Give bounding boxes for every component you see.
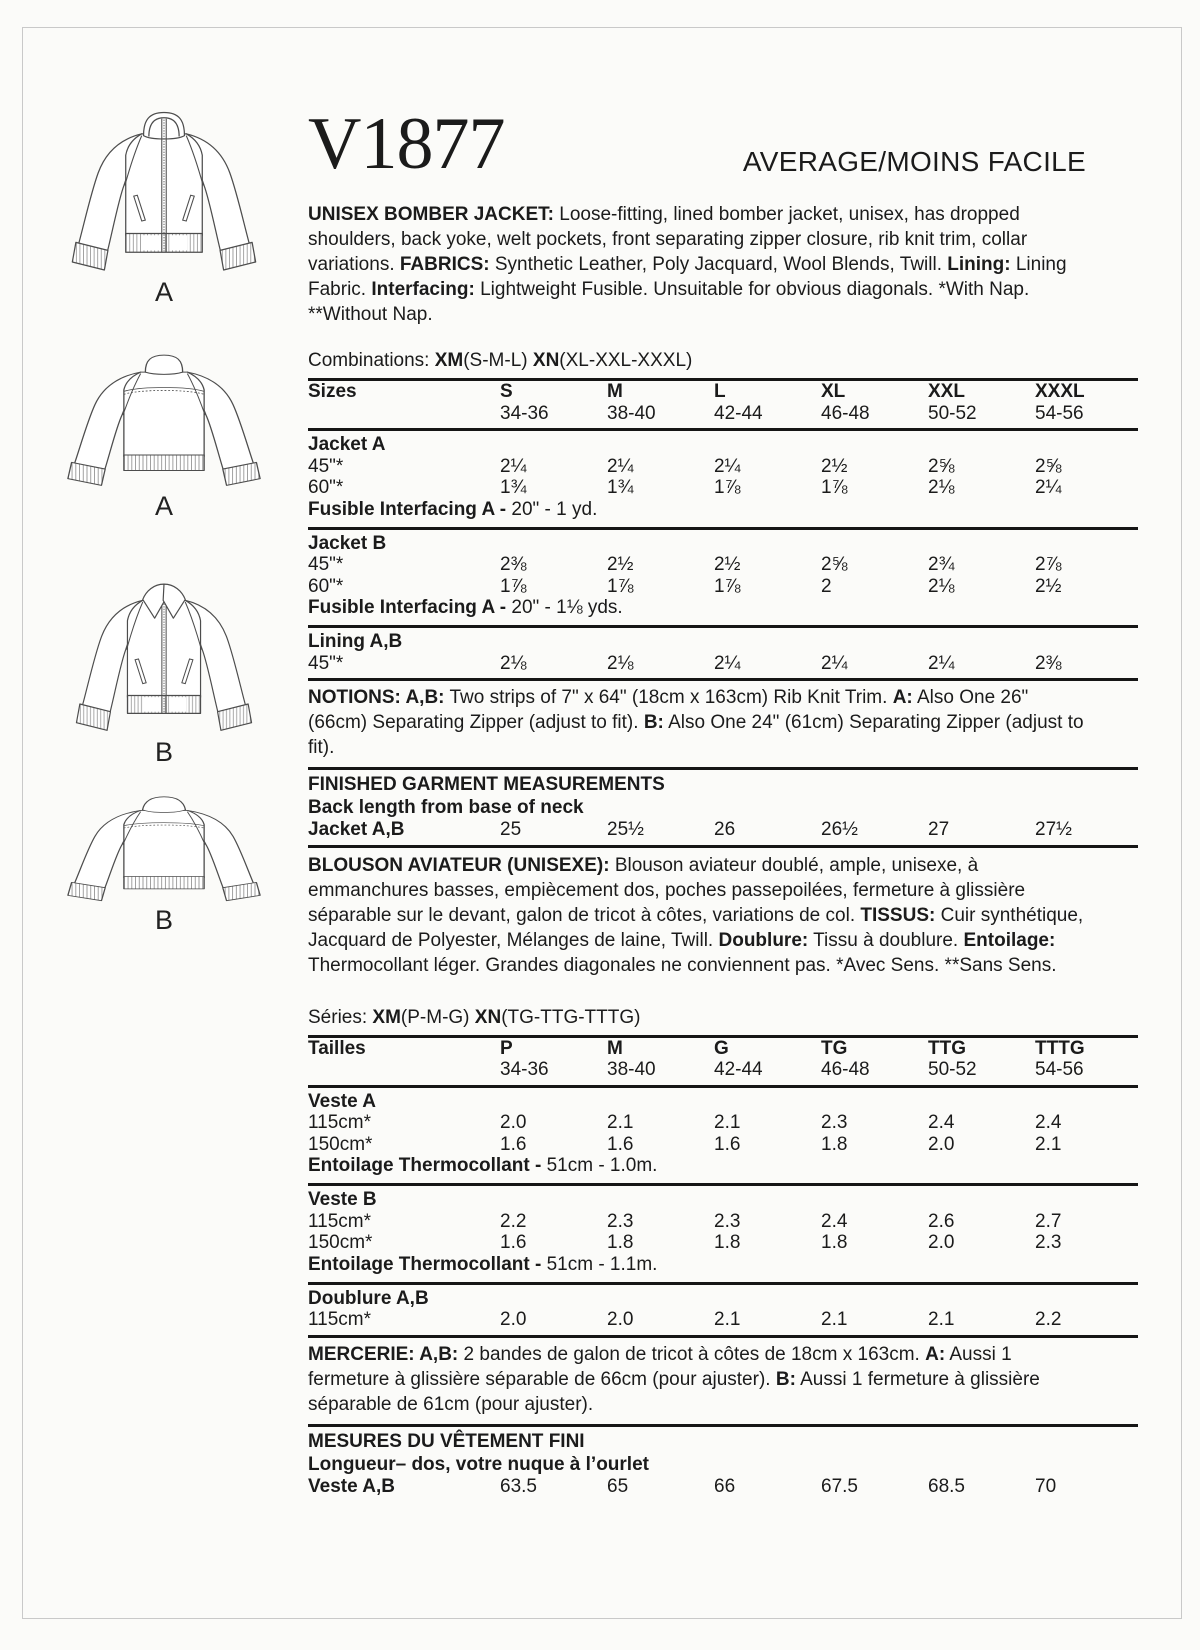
column-header: M [607,381,623,402]
value-cell: 27 [928,819,950,840]
text-segment: Also One 24" (61cm) Separating Zipper (adjust to fit). [308,712,1084,758]
text-segment: 51cm - 1.1m. [546,1253,658,1275]
value-cell: 1.8 [607,1232,634,1253]
text-segment: Two strips of 7" x 64" (18cm x 163cm) Rib Knit Trim. [444,687,893,708]
text-segment: (P-M-G) [400,1006,475,1028]
value-cell: 2.6 [928,1210,955,1232]
table-header-row [308,1038,1138,1060]
text-segment: Tissu à doublure. [808,929,964,951]
section-label: Veste B [308,1189,377,1210]
table-note [308,597,1138,621]
value-cell: 1⅞ [607,575,634,597]
bold-text-segment: Fusible Interfacing A - [308,498,512,520]
table-section-row [308,434,1138,456]
row-label: 45"* [308,455,344,477]
value-cell: 1⅞ [714,477,741,498]
text-segment: Cuir synthétique, Jacquard de Polyester, Mélanges de laine, Twill. [308,904,1084,951]
row-label [308,403,500,425]
text-segment: Combinations: [308,350,435,371]
difficulty-rating: AVERAGE/MOINS FACILE [742,146,1086,177]
table-rule [308,625,1138,628]
value-cell: 2.1 [821,1309,848,1330]
table-paragraph [308,1341,1086,1420]
table-rule [308,678,1138,681]
table-heading: MESURES DU VÊTEMENT FINI [308,1430,585,1452]
table-rule [308,767,1138,770]
table-values-row [308,1232,1138,1254]
value-cell: 2¾ [928,554,955,575]
row-label: 150cm* [308,1133,373,1155]
jacket-b-back-illustration [52,788,276,906]
value-cell: 2.3 [821,1112,848,1133]
row-label: 45"* [308,652,344,674]
table-values-row [308,554,1138,576]
french-yardage-table [308,1038,1138,1498]
series-line [308,1006,1138,1038]
value-cell: 2⅝ [821,554,848,575]
row-label: 45"* [308,554,344,575]
table-header-row [308,381,1138,403]
table-values-row [308,576,1138,598]
value-cell: 2½ [607,554,634,575]
value-cell: 1.6 [500,1232,527,1253]
column-header: 54-56 [1035,1059,1084,1080]
table-rule [308,845,1138,848]
value-cell: 1.6 [714,1133,741,1155]
value-cell: 27½ [1035,819,1072,840]
value-cell: 25 [500,819,522,840]
value-cell: 1⅞ [821,477,848,498]
row-label: 115cm* [308,1309,372,1330]
bold-text-segment: A: [892,687,913,708]
table-values-row [308,1134,1138,1156]
text-segment: Loose-fitting, lined bomber jacket, unisex, has dropped shoulders, back yoke, welt pockets, front separating zipper closure, rib knit trim, collar variations. [308,204,1028,275]
bold-text-segment: Lining: [947,254,1011,275]
bold-text-segment: Interfacing: [371,279,475,300]
bold-text-segment: BLOUSON AVIATEUR (UNISEXE): [308,854,610,876]
jacket-a-front-figure [30,100,298,306]
value-cell: 2.1 [714,1309,741,1330]
row-label: Jacket A,B [308,819,405,840]
value-cell: 2¼ [500,455,527,477]
jacket-b-front-illustration [52,568,276,738]
section-label: Lining A,B [308,631,403,652]
table-rule [308,527,1138,530]
table-note [308,499,1138,523]
value-cell: 2⅜ [500,554,527,575]
section-label: Jacket B [308,532,387,554]
bold-text-segment: MERCERIE: A,B: [308,1343,459,1365]
bold-text-segment: NOTIONS: A,B: [308,687,445,708]
value-cell: 2.7 [1035,1210,1062,1232]
jacket-b-back-label: B [154,905,173,935]
section-label: Jacket A [308,434,386,455]
value-cell: 26 [714,819,736,840]
column-header: 54-56 [1035,402,1084,424]
bold-text-segment: B: [643,712,664,733]
jacket-a-front-illustration [52,100,276,278]
jacket-a-back-illustration [52,344,276,492]
value-cell: 1¾ [607,477,634,498]
column-header: TTTG [1035,1037,1085,1059]
column-header: XXL [928,381,965,402]
text-segment: Also One 26" (66cm) Separating Zipper (adjust to fit). [308,687,1029,733]
table-note [308,1254,1138,1278]
column-header: 38-40 [607,402,656,424]
jacket-b-back-figure [30,788,298,934]
section-label: Veste A [308,1090,376,1112]
column-header: TTG [928,1037,966,1059]
table-rule [308,1282,1138,1285]
row-label [308,1059,500,1081]
table-note [308,1155,1138,1179]
bold-text-segment: XM [434,350,464,371]
table-rule [308,428,1138,431]
table-rule [308,1335,1138,1338]
value-cell: 2.2 [500,1210,527,1232]
table-values-row [308,456,1138,478]
title-bar [308,104,1138,190]
value-cell: 2.4 [928,1112,955,1133]
value-cell: 2.0 [928,1232,955,1253]
value-cell: 2.0 [928,1133,955,1155]
text-segment: Thermocollant léger. Grandes diagonales ne conviennent pas. *Avec Sens. **Sans Sens. [308,954,1057,976]
jacket-b-front-label: B [154,737,173,767]
value-cell: 2¼ [607,455,634,477]
table-values-row [308,1476,1138,1498]
text-segment: 20" - 1 yd. [511,498,598,520]
text-segment: Blouson aviateur doublé, ample, unisexe, à emmanchures basses, empiècement dos, poches passepoilées, fermeture à glissière séparable sur le devant, galon de tricot à côtes, variations de col. [308,854,1026,926]
column-header: G [714,1037,729,1059]
text-segment: Lightweight Fusible. Unsuitable for obvious diagonals. *With Nap. **Without Nap. [308,279,1030,325]
column-header: TG [821,1037,848,1059]
column-header: 50-52 [928,402,977,424]
value-cell: 2⅜ [1035,652,1062,674]
english-description [308,202,1086,327]
text-segment: Lining Fabric. [308,254,1067,300]
table-rule [308,1183,1138,1186]
value-cell: 1.6 [607,1133,634,1155]
pattern-number: V1877 [308,103,505,185]
table-rule [308,1424,1138,1427]
value-cell: 2 [821,575,832,597]
row-label: Sizes [308,381,357,402]
text-segment: (TG-TTG-TTTG) [501,1006,641,1028]
value-cell: 2⅛ [928,575,955,597]
table-subheader-row [308,403,1138,425]
value-cell: 2⅛ [928,477,955,498]
text-segment: Aussi 1 fermeture à glissière séparable de 66cm (pour ajuster). [308,1343,1012,1390]
main-column [308,0,1138,1497]
value-cell: 2¼ [928,652,955,674]
value-cell: 2.1 [928,1309,955,1330]
value-cell: 2⅞ [1035,554,1062,575]
bold-text-segment: UNISEX BOMBER JACKET: [308,204,554,225]
row-label: Veste A,B [308,1475,395,1497]
column-header: 34-36 [500,402,549,424]
value-cell: 2.0 [500,1309,527,1330]
table-heading: Back length from base of neck [308,797,584,818]
value-cell: 63.5 [500,1475,537,1497]
section-label: Doublure A,B [308,1287,429,1309]
text-segment: (S-M-L) [463,350,533,371]
table-values-row [308,653,1138,675]
bold-text-segment: Fusible Interfacing A - [308,597,512,618]
table-heading: Longueur– dos, votre nuque à l’ourlet [308,1453,649,1475]
table-subheader-row [308,1059,1138,1081]
column-header: 46-48 [821,402,870,424]
column-header: 42-44 [714,402,763,424]
bold-text-segment: Entoilage: [963,929,1056,951]
jacket-b-front-figure [30,568,298,766]
column-header: 50-52 [928,1059,977,1080]
row-label: 150cm* [308,1232,373,1253]
value-cell: 1⅞ [714,575,741,597]
bold-text-segment: A: [925,1343,946,1365]
column-header: 38-40 [607,1059,656,1080]
table-values-row [308,1211,1138,1233]
text-segment: (XL-XXL-XXXL) [559,350,693,371]
value-cell: 1.8 [714,1232,741,1253]
jacket-a-back-figure [30,344,298,520]
row-label: 115cm* [308,1210,372,1232]
value-cell: 2½ [821,455,848,477]
text-segment: Aussi 1 fermeture à glissière séparable de 61cm (pour ajuster). [308,1368,1040,1415]
value-cell: 2¼ [714,652,741,674]
value-cell: 1¾ [500,477,527,498]
column-header: XXXL [1035,381,1085,402]
value-cell: 70 [1035,1475,1057,1497]
value-cell: 2.4 [1035,1112,1062,1133]
value-cell: 2.2 [1035,1309,1062,1330]
table-rule [308,1085,1138,1088]
table-section-row [308,631,1138,653]
table-values-row [308,477,1138,499]
table-values-row [308,1309,1138,1331]
value-cell: 2.3 [1035,1232,1062,1253]
table-values-row [308,819,1138,841]
value-cell: 2½ [1035,575,1062,597]
column-header: L [714,381,726,402]
value-cell: 2.1 [714,1112,741,1133]
table-heading: FINISHED GARMENT MEASUREMENTS [308,774,665,795]
bold-text-segment: XM [372,1006,401,1028]
value-cell: 66 [714,1475,736,1497]
jacket-a-front-label: A [154,277,173,307]
english-yardage-table [308,381,1138,848]
column-header: 42-44 [714,1059,763,1080]
row-label: 60"* [308,477,344,498]
bold-text-segment: XN [532,350,560,371]
text-segment: Séries: [308,1006,373,1028]
column-header: P [500,1037,513,1059]
row-label: Tailles [308,1037,366,1059]
value-cell: 2.3 [714,1210,741,1232]
value-cell: 2⅛ [607,652,634,674]
row-label: 115cm* [308,1112,372,1133]
text-segment: 2 bandes de galon de tricot à côtes de 18cm x 163cm. [458,1343,926,1365]
value-cell: 67.5 [821,1475,858,1497]
column-header: XL [821,381,846,402]
value-cell: 2.0 [607,1309,634,1330]
value-cell: 65 [607,1475,629,1497]
value-cell: 25½ [607,819,644,840]
text-segment: 20" - 1⅛ yds. [511,597,623,618]
column-header: S [500,381,513,402]
value-cell: 1.8 [821,1133,848,1155]
row-label: 60"* [308,575,344,597]
table-values-row [308,1112,1138,1134]
value-cell: 1.6 [500,1133,527,1155]
value-cell: 2⅝ [1035,455,1062,477]
value-cell: 2½ [714,554,741,575]
column-header: 34-36 [500,1059,549,1080]
value-cell: 26½ [821,819,858,840]
combinations-line [308,349,1138,381]
table-section-row [308,1189,1138,1211]
bold-text-segment: FABRICS: [399,254,490,275]
value-cell: 2.3 [607,1210,634,1232]
bold-text-segment: TISSUS: [860,904,936,926]
bold-text-segment: XN [474,1006,502,1028]
bold-text-segment: Doublure: [718,929,809,951]
column-header: M [607,1037,623,1059]
value-cell: 2¼ [821,652,848,674]
value-cell: 2.0 [500,1112,527,1133]
text-segment: 51cm - 1.0m. [546,1155,658,1176]
column-header: 46-48 [821,1059,870,1080]
table-section-row [308,1288,1138,1310]
text-segment: Synthetic Leather, Poly Jacquard, Wool Blends, Twill. [489,254,948,275]
jacket-a-back-label: A [154,491,173,521]
value-cell: 1⅞ [500,575,527,597]
value-cell: 2¼ [1035,477,1062,498]
bold-text-segment: Entoilage Thermocollant - [308,1155,547,1176]
table-section-row [308,533,1138,555]
french-description [308,853,1086,978]
value-cell: 2⅛ [500,652,527,674]
table-section-row [308,1091,1138,1113]
bold-text-segment: Entoilage Thermocollant - [308,1253,547,1275]
table-paragraph [308,684,1086,763]
value-cell: 68.5 [928,1475,965,1497]
value-cell: 1.8 [821,1232,848,1253]
value-cell: 2.1 [607,1112,634,1133]
value-cell: 2⅝ [928,455,955,477]
value-cell: 2.4 [821,1210,848,1232]
value-cell: 2¼ [714,455,741,477]
value-cell: 2.1 [1035,1133,1062,1155]
bold-text-segment: B: [775,1368,796,1390]
